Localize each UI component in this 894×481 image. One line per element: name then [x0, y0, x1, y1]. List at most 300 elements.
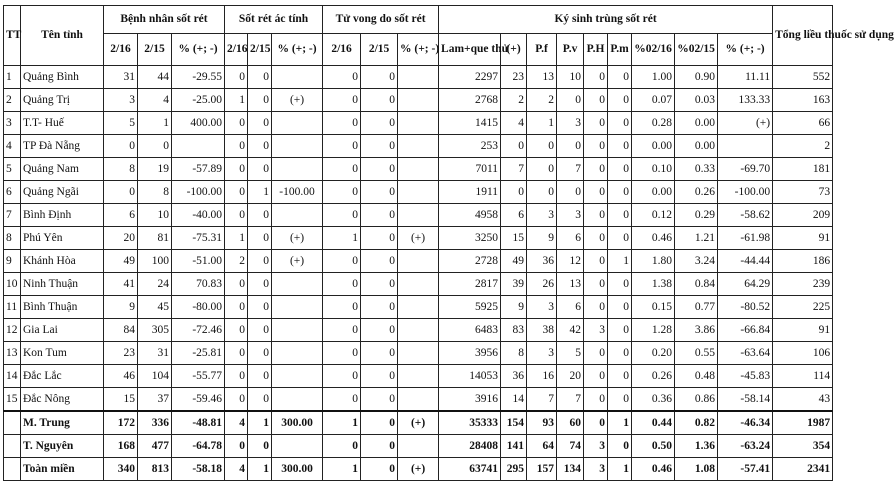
cell-total-drugs: 239 — [773, 273, 833, 296]
cell-parasite-pct: -63.64 — [718, 342, 773, 365]
pct-02-16-header: %02/16 — [632, 34, 675, 66]
cell-deaths-pct — [398, 181, 439, 204]
cell-pm: 0 — [608, 66, 632, 89]
patients-pct-header: % (+; -) — [172, 34, 225, 66]
cell-pct-02-16: 0.26 — [632, 365, 675, 388]
cell-patients-2-15: 1 — [138, 112, 172, 135]
severe-2-16-header: 2/16 — [225, 34, 248, 66]
cell-patients-pct: 400.00 — [172, 112, 225, 135]
cell-pf: 3 — [527, 204, 557, 227]
cell-tt: 14 — [4, 365, 21, 388]
cell-ph: 0 — [584, 250, 608, 273]
cell-parasite-pct: -45.83 — [718, 365, 773, 388]
cell-positive: 14 — [501, 388, 527, 412]
cell-patients-pct: -55.77 — [172, 365, 225, 388]
cell-patients-pct — [172, 135, 225, 158]
col-tt-header: TT — [4, 6, 21, 66]
cell-province: Đắc Lắc — [21, 365, 104, 388]
cell-slides-tests: 6483 — [439, 319, 501, 342]
cell-patients-pct: -64.78 — [172, 435, 225, 458]
cell-ph: 0 — [584, 273, 608, 296]
cell-severe-2-15: 0 — [248, 365, 272, 388]
table-row — [4, 135, 833, 158]
cell-patients-2-15: 10 — [138, 204, 172, 227]
cell-patients-2-15: 8 — [138, 181, 172, 204]
cell-severe-pct: (+) — [272, 250, 323, 273]
cell-pm: 0 — [608, 388, 632, 412]
cell-severe-2-16: 0 — [225, 66, 248, 89]
cell-severe-2-15: 0 — [248, 273, 272, 296]
cell-deaths-pct: (+) — [398, 227, 439, 250]
cell-ph: 0 — [584, 112, 608, 135]
cell-patients-pct: -25.81 — [172, 342, 225, 365]
cell-deaths-pct — [398, 319, 439, 342]
cell-province: T.T- Huế — [21, 112, 104, 135]
cell-patients-pct: -29.55 — [172, 66, 225, 89]
cell-deaths-2-15: 0 — [361, 135, 398, 158]
cell-tt — [4, 435, 21, 458]
cell-deaths-2-15: 0 — [361, 227, 398, 250]
cell-slides-tests: 2728 — [439, 250, 501, 273]
cell-deaths-pct — [398, 112, 439, 135]
cell-total-drugs: 106 — [773, 342, 833, 365]
cell-tt: 1 — [4, 66, 21, 89]
table-row — [4, 365, 833, 388]
cell-positive: 83 — [501, 319, 527, 342]
cell-pm: 1 — [608, 458, 632, 481]
cell-pf: 16 — [527, 365, 557, 388]
cell-severe-2-15: 0 — [248, 89, 272, 112]
cell-tt: 10 — [4, 273, 21, 296]
cell-patients-2-16: 49 — [104, 250, 138, 273]
cell-pm: 0 — [608, 273, 632, 296]
cell-deaths-pct — [398, 135, 439, 158]
cell-patients-2-16: 8 — [104, 158, 138, 181]
table-row — [4, 250, 833, 273]
cell-patients-2-15: 305 — [138, 319, 172, 342]
cell-severe-2-15: 1 — [248, 181, 272, 204]
cell-patients-2-15: 24 — [138, 273, 172, 296]
summary-row — [4, 435, 833, 458]
cell-pf: 26 — [527, 273, 557, 296]
cell-patients-2-15: 813 — [138, 458, 172, 481]
cell-severe-2-15: 1 — [248, 411, 272, 435]
cell-patients-2-15: 19 — [138, 158, 172, 181]
cell-province: Quảng Trị — [21, 89, 104, 112]
pm-header: P.m — [608, 34, 632, 66]
cell-pct-02-15: 0.00 — [675, 112, 718, 135]
cell-severe-2-15: 0 — [248, 135, 272, 158]
cell-patients-pct: -51.00 — [172, 250, 225, 273]
cell-deaths-pct — [398, 89, 439, 112]
cell-pct-02-15: 0.86 — [675, 388, 718, 412]
cell-pm: 0 — [608, 227, 632, 250]
cell-patients-2-16: 84 — [104, 319, 138, 342]
cell-ph: 0 — [584, 204, 608, 227]
cell-severe-pct: 300.00 — [272, 411, 323, 435]
cell-province: Ninh Thuận — [21, 273, 104, 296]
cell-pct-02-15: 0.84 — [675, 273, 718, 296]
cell-parasite-pct: -100.00 — [718, 181, 773, 204]
cell-pv: 12 — [557, 250, 584, 273]
cell-parasite-pct: -69.70 — [718, 158, 773, 181]
parasite-pct-header: % (+; -) — [718, 34, 773, 66]
cell-total-drugs: 43 — [773, 388, 833, 412]
cell-tt: 11 — [4, 296, 21, 319]
cell-ph: 0 — [584, 388, 608, 412]
cell-pv: 5 — [557, 342, 584, 365]
table-row — [4, 112, 833, 135]
cell-deaths-2-15: 0 — [361, 342, 398, 365]
cell-pct-02-16: 0.10 — [632, 158, 675, 181]
cell-pct-02-16: 0.46 — [632, 227, 675, 250]
cell-deaths-2-15: 0 — [361, 458, 398, 481]
cell-deaths-2-16: 0 — [323, 66, 361, 89]
cell-deaths-2-16: 0 — [323, 89, 361, 112]
cell-deaths-pct: (+) — [398, 411, 439, 435]
cell-severe-2-16: 0 — [225, 112, 248, 135]
cell-parasite-pct: 133.33 — [718, 89, 773, 112]
cell-parasite-pct — [718, 135, 773, 158]
cell-severe-pct — [272, 273, 323, 296]
cell-tt: 8 — [4, 227, 21, 250]
cell-pf: 9 — [527, 227, 557, 250]
cell-patients-2-15: 31 — [138, 342, 172, 365]
cell-tt: 9 — [4, 250, 21, 273]
table-row — [4, 89, 833, 112]
cell-province: T. Nguyên — [21, 435, 104, 458]
cell-province: Kon Tum — [21, 342, 104, 365]
cell-patients-2-15: 4 — [138, 89, 172, 112]
pf-header: P.f — [527, 34, 557, 66]
table-row — [4, 204, 833, 227]
cell-pct-02-16: 0.36 — [632, 388, 675, 412]
cell-pv: 0 — [557, 181, 584, 204]
cell-pct-02-16: 0.12 — [632, 204, 675, 227]
cell-deaths-2-15: 0 — [361, 112, 398, 135]
cell-pf: 13 — [527, 66, 557, 89]
cell-total-drugs: 91 — [773, 319, 833, 342]
cell-severe-2-15: 0 — [248, 66, 272, 89]
cell-patients-2-15: 81 — [138, 227, 172, 250]
cell-ph: 3 — [584, 319, 608, 342]
cell-pct-02-16: 0.46 — [632, 458, 675, 481]
cell-tt — [4, 458, 21, 481]
cell-pct-02-15: 1.36 — [675, 435, 718, 458]
cell-deaths-pct — [398, 435, 439, 458]
cell-tt — [4, 411, 21, 435]
deaths-2-16-header: 2/16 — [323, 34, 361, 66]
cell-tt: 15 — [4, 388, 21, 412]
cell-pct-02-16: 0.28 — [632, 112, 675, 135]
cell-pct-02-15: 0.55 — [675, 342, 718, 365]
cell-severe-pct — [272, 342, 323, 365]
cell-pm: 0 — [608, 319, 632, 342]
cell-deaths-2-15: 0 — [361, 388, 398, 412]
cell-positive: 2 — [501, 89, 527, 112]
cell-pv: 7 — [557, 158, 584, 181]
table-row — [4, 342, 833, 365]
cell-pv: 10 — [557, 66, 584, 89]
cell-pf: 64 — [527, 435, 557, 458]
cell-pv: 13 — [557, 273, 584, 296]
group-severe-header: Sốt rét ác tính — [225, 6, 323, 34]
cell-pct-02-15: 0.77 — [675, 296, 718, 319]
cell-patients-2-15: 45 — [138, 296, 172, 319]
pv-header: P.v — [557, 34, 584, 66]
cell-patients-2-16: 172 — [104, 411, 138, 435]
cell-slides-tests: 4958 — [439, 204, 501, 227]
cell-deaths-pct — [398, 250, 439, 273]
cell-severe-pct: 300.00 — [272, 458, 323, 481]
cell-patients-pct: -57.89 — [172, 158, 225, 181]
cell-tt: 3 — [4, 112, 21, 135]
cell-total-drugs: 2341 — [773, 458, 833, 481]
cell-positive: 7 — [501, 158, 527, 181]
cell-deaths-pct: (+) — [398, 458, 439, 481]
cell-pct-02-15: 1.21 — [675, 227, 718, 250]
table-row — [4, 66, 833, 89]
cell-patients-2-16: 0 — [104, 135, 138, 158]
cell-severe-pct — [272, 158, 323, 181]
cell-ph: 3 — [584, 458, 608, 481]
cell-pf: 36 — [527, 250, 557, 273]
cell-slides-tests: 7011 — [439, 158, 501, 181]
col-province-header: Tên tỉnh — [21, 6, 104, 66]
cell-patients-pct: -40.00 — [172, 204, 225, 227]
cell-slides-tests: 2817 — [439, 273, 501, 296]
cell-deaths-2-15: 0 — [361, 89, 398, 112]
cell-positive: 49 — [501, 250, 527, 273]
cell-pct-02-16: 1.28 — [632, 319, 675, 342]
cell-severe-2-16: 1 — [225, 227, 248, 250]
cell-province: Phú Yên — [21, 227, 104, 250]
cell-patients-2-15: 37 — [138, 388, 172, 412]
cell-ph: 0 — [584, 411, 608, 435]
cell-total-drugs: 2 — [773, 135, 833, 158]
cell-slides-tests: 3916 — [439, 388, 501, 412]
cell-patients-pct: -75.31 — [172, 227, 225, 250]
deaths-pct-header: % (+; -) — [398, 34, 439, 66]
patients-2-16-header: 2/16 — [104, 34, 138, 66]
cell-ph: 0 — [584, 342, 608, 365]
group-patients-header: Bệnh nhân sốt rét — [104, 6, 225, 34]
cell-pv: 3 — [557, 204, 584, 227]
cell-total-drugs: 225 — [773, 296, 833, 319]
cell-patients-pct: -80.00 — [172, 296, 225, 319]
cell-total-drugs: 163 — [773, 89, 833, 112]
cell-parasite-pct: 64.29 — [718, 273, 773, 296]
cell-slides-tests: 1415 — [439, 112, 501, 135]
cell-parasite-pct: (+) — [718, 112, 773, 135]
cell-province: Quảng Ngãi — [21, 181, 104, 204]
summary-row — [4, 411, 833, 435]
cell-deaths-2-16: 0 — [323, 135, 361, 158]
cell-patients-2-15: 336 — [138, 411, 172, 435]
cell-pct-02-15: 0.29 — [675, 204, 718, 227]
cell-parasite-pct: -46.34 — [718, 411, 773, 435]
cell-severe-2-15: 0 — [248, 319, 272, 342]
cell-pm: 0 — [608, 158, 632, 181]
cell-pct-02-15: 3.86 — [675, 319, 718, 342]
cell-pct-02-15: 0.03 — [675, 89, 718, 112]
cell-province: TP Đà Nẵng — [21, 135, 104, 158]
cell-tt: 7 — [4, 204, 21, 227]
cell-positive: 141 — [501, 435, 527, 458]
cell-severe-2-16: 0 — [225, 135, 248, 158]
cell-patients-2-16: 0 — [104, 181, 138, 204]
cell-patients-2-16: 5 — [104, 112, 138, 135]
cell-slides-tests: 63741 — [439, 458, 501, 481]
cell-patients-2-15: 44 — [138, 66, 172, 89]
cell-patients-2-15: 477 — [138, 435, 172, 458]
cell-ph: 0 — [584, 365, 608, 388]
cell-pf: 157 — [527, 458, 557, 481]
cell-severe-2-16: 0 — [225, 296, 248, 319]
cell-pv: 134 — [557, 458, 584, 481]
cell-pct-02-16: 0.50 — [632, 435, 675, 458]
cell-deaths-2-16: 1 — [323, 227, 361, 250]
cell-patients-2-16: 31 — [104, 66, 138, 89]
cell-pct-02-15: 3.24 — [675, 250, 718, 273]
cell-total-drugs: 552 — [773, 66, 833, 89]
table-row — [4, 227, 833, 250]
cell-pm: 0 — [608, 181, 632, 204]
cell-pv: 0 — [557, 135, 584, 158]
cell-deaths-2-15: 0 — [361, 435, 398, 458]
cell-positive: 23 — [501, 66, 527, 89]
cell-slides-tests: 14053 — [439, 365, 501, 388]
cell-pct-02-15: 0.48 — [675, 365, 718, 388]
cell-pct-02-16: 1.38 — [632, 273, 675, 296]
malaria-statistics-table — [3, 5, 894, 481]
cell-patients-2-16: 20 — [104, 227, 138, 250]
cell-severe-pct: (+) — [272, 89, 323, 112]
cell-ph: 0 — [584, 135, 608, 158]
cell-severe-pct: -100.00 — [272, 181, 323, 204]
cell-parasite-pct: -61.98 — [718, 227, 773, 250]
cell-province: Khánh Hòa — [21, 250, 104, 273]
cell-pf: 1 — [527, 112, 557, 135]
cell-severe-2-15: 0 — [248, 204, 272, 227]
slides-tests-header: Lam+que thử — [439, 34, 501, 66]
cell-positive: 0 — [501, 181, 527, 204]
cell-severe-pct — [272, 365, 323, 388]
cell-pct-02-16: 0.00 — [632, 135, 675, 158]
cell-deaths-pct — [398, 204, 439, 227]
cell-positive: 6 — [501, 204, 527, 227]
cell-severe-2-16: 4 — [225, 411, 248, 435]
cell-pm: 0 — [608, 135, 632, 158]
cell-deaths-2-16: 0 — [323, 365, 361, 388]
cell-parasite-pct: -80.52 — [718, 296, 773, 319]
cell-pm: 1 — [608, 411, 632, 435]
cell-severe-2-15: 0 — [248, 158, 272, 181]
cell-pf: 0 — [527, 135, 557, 158]
cell-deaths-2-15: 0 — [361, 365, 398, 388]
cell-pct-02-15: 1.08 — [675, 458, 718, 481]
cell-province: Đắc Nông — [21, 388, 104, 412]
cell-pf: 0 — [527, 181, 557, 204]
cell-deaths-pct — [398, 158, 439, 181]
cell-pf: 93 — [527, 411, 557, 435]
table-row — [4, 388, 833, 412]
cell-pct-02-16: 0.07 — [632, 89, 675, 112]
cell-parasite-pct: -63.24 — [718, 435, 773, 458]
cell-slides-tests: 5925 — [439, 296, 501, 319]
cell-patients-2-16: 6 — [104, 204, 138, 227]
cell-patients-2-16: 15 — [104, 388, 138, 412]
cell-pm: 0 — [608, 296, 632, 319]
cell-deaths-2-15: 0 — [361, 319, 398, 342]
cell-severe-2-16: 1 — [225, 89, 248, 112]
cell-severe-pct — [272, 112, 323, 135]
cell-deaths-2-16: 0 — [323, 204, 361, 227]
cell-pct-02-16: 0.15 — [632, 296, 675, 319]
cell-province: Gia Lai — [21, 319, 104, 342]
cell-total-drugs: 73 — [773, 181, 833, 204]
cell-positive: 9 — [501, 296, 527, 319]
cell-deaths-2-15: 0 — [361, 204, 398, 227]
cell-patients-2-16: 23 — [104, 342, 138, 365]
cell-deaths-2-15: 0 — [361, 66, 398, 89]
cell-patients-pct: -72.46 — [172, 319, 225, 342]
cell-deaths-2-16: 0 — [323, 388, 361, 412]
cell-severe-2-15: 1 — [248, 458, 272, 481]
cell-tt: 5 — [4, 158, 21, 181]
cell-tt: 13 — [4, 342, 21, 365]
cell-deaths-2-16: 0 — [323, 250, 361, 273]
cell-deaths-2-15: 0 — [361, 158, 398, 181]
cell-patients-pct: -100.00 — [172, 181, 225, 204]
deaths-2-15-header: 2/15 — [361, 34, 398, 66]
severe-2-15-header: 2/15 — [248, 34, 272, 66]
cell-deaths-pct — [398, 273, 439, 296]
cell-pv: 3 — [557, 112, 584, 135]
table-body — [4, 66, 833, 481]
cell-province: Bình Định — [21, 204, 104, 227]
cell-pm: 0 — [608, 365, 632, 388]
cell-pct-02-16: 0.44 — [632, 411, 675, 435]
cell-patients-2-16: 168 — [104, 435, 138, 458]
cell-severe-2-15: 0 — [248, 342, 272, 365]
cell-severe-2-16: 0 — [225, 342, 248, 365]
cell-pf: 2 — [527, 89, 557, 112]
cell-positive: 154 — [501, 411, 527, 435]
cell-positive: 8 — [501, 342, 527, 365]
cell-pv: 0 — [557, 89, 584, 112]
cell-positive: 0 — [501, 135, 527, 158]
cell-pm: 1 — [608, 250, 632, 273]
cell-pct-02-15: 0.26 — [675, 181, 718, 204]
cell-pf: 0 — [527, 158, 557, 181]
positive-header: (+) — [501, 34, 527, 66]
cell-severe-2-16: 0 — [225, 204, 248, 227]
cell-patients-2-16: 340 — [104, 458, 138, 481]
cell-pf: 3 — [527, 296, 557, 319]
cell-severe-pct: (+) — [272, 227, 323, 250]
cell-slides-tests: 3956 — [439, 342, 501, 365]
cell-pv: 60 — [557, 411, 584, 435]
cell-total-drugs: 1987 — [773, 411, 833, 435]
cell-province: Bình Thuận — [21, 296, 104, 319]
cell-slides-tests: 2768 — [439, 89, 501, 112]
cell-total-drugs: 186 — [773, 250, 833, 273]
cell-ph: 0 — [584, 296, 608, 319]
cell-severe-pct — [272, 296, 323, 319]
cell-severe-2-16: 0 — [225, 388, 248, 412]
cell-pv: 6 — [557, 296, 584, 319]
